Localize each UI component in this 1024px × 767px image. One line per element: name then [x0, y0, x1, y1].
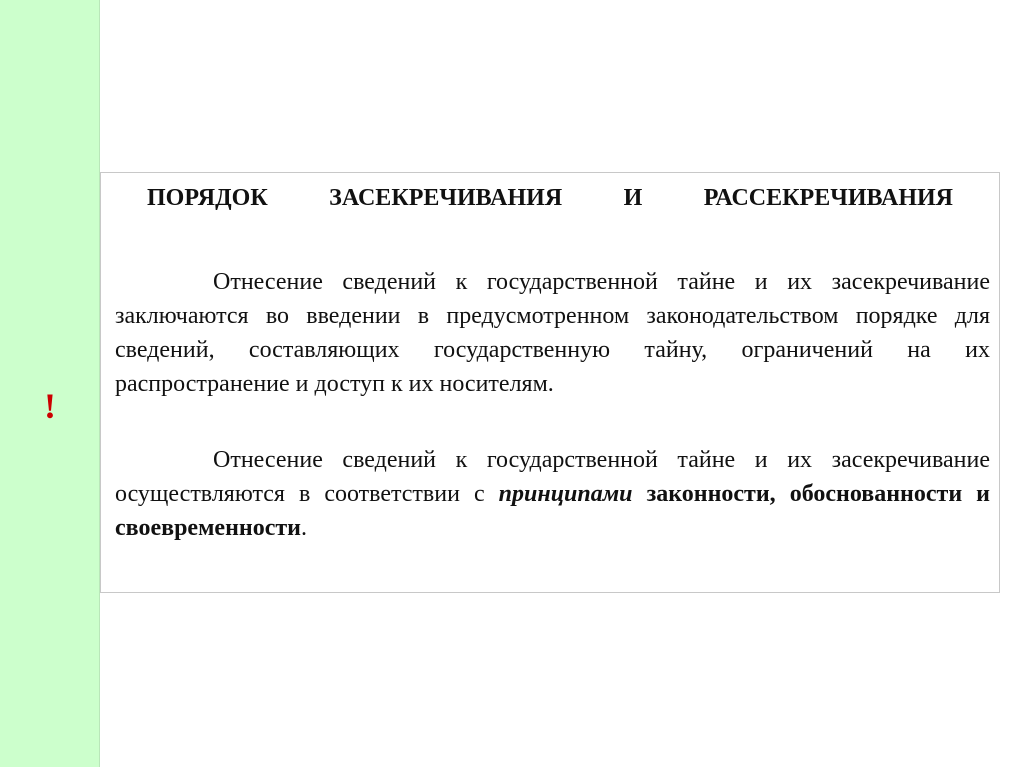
content-box: [100, 172, 1000, 593]
paragraph-2-end: .: [301, 515, 307, 541]
paragraph-2-principles-list: законности, обоснованности и своевременности: [115, 481, 991, 541]
paragraph-2-lead: Отнесение сведений к государственной тайне и их засекречивание осуществляются в соответствии с: [115, 447, 990, 507]
slide-title: ПОРЯДОК ЗАСЕКРЕЧИВАНИЯ И РАССЕКРЕЧИВАНИЯ: [147, 185, 953, 211]
exclamation-icon: !: [44, 386, 56, 426]
paragraph-2-principles: принципами: [498, 481, 633, 507]
left-sidebar: [0, 0, 100, 767]
paragraph-2: [115, 443, 990, 545]
paragraph-1: Отнесение сведений к государственной тайне и их засекречивание заключаются во введении в предусмотренном законодательством порядке для сведений, составляющих государственную тайну, ограничений на их распространение и доступ к их носителям.: [115, 269, 990, 397]
